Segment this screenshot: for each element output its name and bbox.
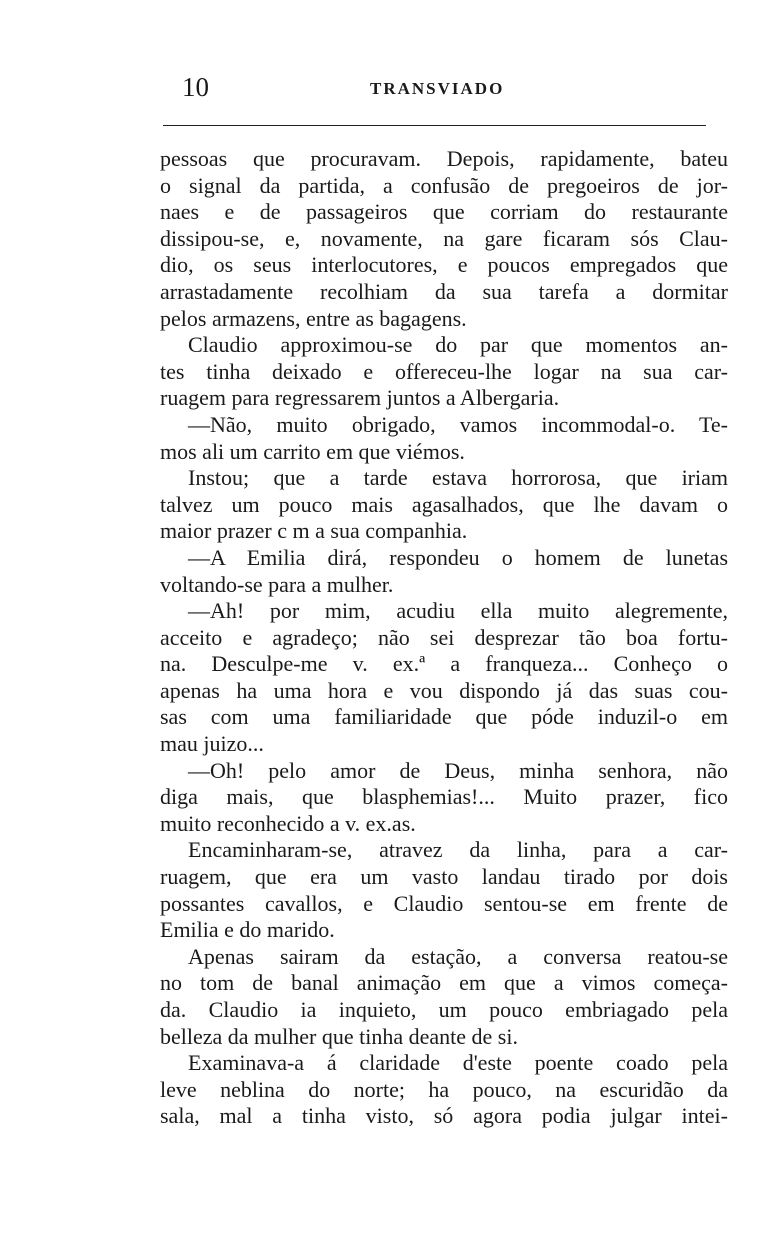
text-line: tes tinha deixado e offereceu-lhe logar na sua car- (160, 358, 728, 384)
text-line: pelos armazens, entre as bagagens. (160, 305, 467, 331)
text-line: talvez um pouco mais agasalhados, que lhe davam o (160, 491, 728, 517)
text-line: Claudio approximou-se do par que momentos an- (188, 332, 728, 358)
text-line: o signal da partida, a confusão de pregoeiros de jor- (160, 172, 728, 198)
text-line: acceito e agradeço; não sei desprezar tão boa fortu- (160, 624, 728, 650)
text-line: muito reconhecido a v. ex.as. (160, 810, 416, 836)
text-line: Examinava-a á claridade d'este poente coado pela (188, 1050, 728, 1076)
page-number: 10 (182, 72, 209, 102)
text-line: sala, mal a tinha visto, só agora podia julgar intei- (160, 1103, 728, 1129)
text-line: maior prazer c m a sua companhia. (160, 518, 468, 544)
text-line: na. Desculpe-me v. ex.ª a franqueza... Conheço o (160, 651, 728, 677)
text-line: diga mais, que blasphemias!... Muito prazer, fico (160, 784, 728, 810)
running-title: TRANSVIADO (370, 79, 505, 98)
text-line: da. Claudio ia inquieto, um pouco embriagado pela (160, 997, 728, 1022)
page-header (160, 70, 728, 104)
text-line: no tom de banal animação em que a vimos começa- (160, 970, 728, 996)
text-line: naes e de passageiros que corriam do restaurante (160, 199, 728, 225)
text-line: Encaminharam-se, atravez da linha, para a car- (188, 837, 728, 863)
text-line: mos ali um carrito em que viémos. (160, 438, 465, 464)
text-line: pessoas que procuravam. Depois, rapidamente, bateu (160, 146, 728, 171)
header-rule (163, 125, 706, 126)
text-line: apenas ha uma hora e vou dispondo já das suas cou- (160, 677, 728, 703)
body-text (160, 146, 728, 1130)
text-line: Instou; que a tarde estava horrorosa, que iriam (188, 465, 728, 491)
text-line: leve neblina do norte; ha pouco, na escuridão da (160, 1076, 728, 1102)
text-line: dio, os seus interlocutores, e poucos empregados que (160, 252, 728, 278)
text-line: sas com uma familiaridade que póde induzil-o em (160, 704, 728, 730)
text-line: ruagem, que era um vasto landau tirado por dois (160, 864, 728, 890)
text-line: mau juizo... (160, 731, 264, 757)
text-line: —Ah! por mim, acudiu ella muito alegremente, (188, 598, 728, 624)
text-line: arrastadamente recolhiam da sua tarefa a dormitar (160, 278, 728, 304)
text-line: Apenas sairam da estação, a conversa reatou-se (188, 943, 728, 969)
text-line: —Não, muito obrigado, vamos incommodal-o. Te- (188, 411, 728, 437)
text-line: Emilia e do marido. (160, 917, 335, 943)
text-line: dissipou-se, e, novamente, na gare ficaram sós Clau- (160, 225, 728, 251)
text-line: belleza da mulher que tinha deante de si. (160, 1023, 518, 1049)
text-line: ruagem para regressarem juntos a Albergaria. (160, 385, 560, 411)
text-line: voltando-se para a mulher. (160, 571, 394, 597)
text-line: —Oh! pelo amor de Deus, minha senhora, não (188, 757, 728, 783)
text-line: possantes cavallos, e Claudio sentou-se em frente de (160, 890, 728, 916)
text-line: —A Emilia dirá, respondeu o homem de lunetas (188, 544, 728, 570)
